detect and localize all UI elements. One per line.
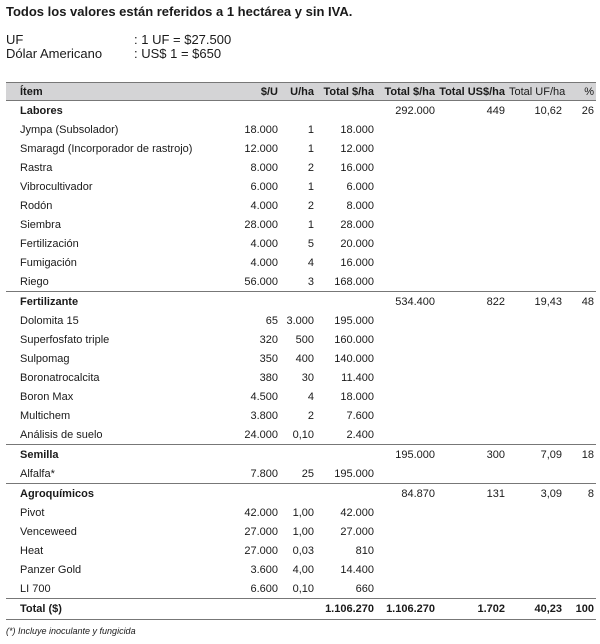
item-units: 2 — [307, 161, 314, 174]
empty-cell — [507, 311, 564, 330]
item-total: 11.400 — [341, 371, 374, 384]
empty-cell — [507, 406, 564, 425]
empty-cell — [376, 139, 437, 158]
empty-cell — [376, 349, 437, 368]
uf-label: UF — [6, 32, 24, 47]
item-name: Sulpomag — [20, 352, 70, 365]
empty-cell — [211, 101, 280, 121]
item-price: 65 — [265, 314, 278, 327]
empty-cell — [507, 253, 564, 272]
category-row — [6, 445, 596, 465]
total-label: Total ($) — [6, 599, 211, 620]
empty-cell — [507, 560, 564, 579]
empty-cell — [507, 215, 564, 234]
item-total: 810 — [355, 544, 374, 557]
empty-cell — [437, 311, 507, 330]
table-row — [6, 522, 596, 541]
empty-cell — [376, 406, 437, 425]
table-row — [6, 368, 596, 387]
item-units: 30 — [301, 371, 314, 384]
table-row — [6, 158, 596, 177]
category-total-uf: 10,62 — [534, 104, 562, 117]
empty-cell — [564, 464, 596, 484]
category-row — [6, 292, 596, 312]
empty-cell — [564, 215, 596, 234]
table-row — [6, 349, 596, 368]
header-total-clp: Total $/ha — [376, 83, 437, 101]
item-units: 0,10 — [292, 428, 314, 441]
table-row — [6, 177, 596, 196]
item-units: 2 — [307, 409, 314, 422]
empty-cell — [211, 484, 280, 504]
table-row — [6, 503, 596, 522]
item-units: 1 — [307, 218, 314, 231]
item-name: Fertilización — [20, 237, 79, 250]
empty-cell — [376, 579, 437, 599]
empty-cell — [376, 272, 437, 292]
header-item: Ítem — [6, 83, 211, 101]
item-units: 1 — [307, 180, 314, 193]
empty-cell — [437, 522, 507, 541]
category-total-usd: 449 — [486, 104, 505, 117]
empty-cell — [507, 234, 564, 253]
item-total: 7.600 — [346, 409, 374, 422]
item-price: 350 — [259, 352, 278, 365]
empty-cell — [437, 272, 507, 292]
table-row — [6, 272, 596, 292]
category-total-clp: 534.400 — [376, 292, 437, 312]
item-name: Alfalfa* — [20, 467, 55, 480]
item-price: 42.000 — [244, 506, 278, 519]
empty-cell — [507, 503, 564, 522]
empty-cell — [437, 234, 507, 253]
category-row — [6, 484, 596, 504]
item-total: 20.000 — [340, 237, 374, 250]
item-units: 400 — [295, 352, 314, 365]
empty-cell — [564, 234, 596, 253]
item-units: 4,00 — [292, 563, 314, 576]
table-row — [6, 120, 596, 139]
category-total-uf: 3,09 — [507, 484, 564, 504]
empty-cell — [437, 177, 507, 196]
empty-cell — [376, 464, 437, 484]
item-name: Multichem — [20, 409, 71, 422]
total-clp: 1.106.270 — [376, 599, 437, 620]
empty-cell — [507, 196, 564, 215]
empty-cell — [564, 522, 596, 541]
empty-cell — [507, 272, 564, 292]
category-name: Semilla — [6, 445, 211, 465]
item-price: 8.000 — [250, 161, 278, 174]
table-row — [6, 387, 596, 406]
empty-cell — [376, 311, 437, 330]
item-total: 6.000 — [346, 180, 374, 193]
item-total: 12.000 — [340, 142, 374, 155]
item-units: 1,00 — [292, 525, 314, 538]
uf-value: : 1 UF = $27.500 — [134, 32, 232, 47]
table-row — [6, 464, 596, 484]
item-price: 18.000 — [244, 123, 278, 136]
empty-cell — [564, 560, 596, 579]
category-total-clp: 292.000 — [395, 104, 435, 117]
empty-cell — [507, 522, 564, 541]
usd-value: : US$ 1 = $650 — [134, 46, 222, 61]
total-usd: 1.702 — [437, 599, 507, 620]
table-row — [6, 406, 596, 425]
usd-label: Dólar Americano — [6, 46, 103, 61]
item-total: 27.000 — [340, 525, 374, 538]
empty-cell — [507, 330, 564, 349]
item-name: Fumigación — [20, 256, 77, 269]
category-total-clp: 195.000 — [376, 445, 437, 465]
item-name: Riego — [20, 275, 49, 288]
item-name: Panzer Gold — [20, 563, 82, 576]
item-name: Siembra — [20, 218, 61, 231]
empty-cell — [437, 330, 507, 349]
item-total: 18.000 — [340, 123, 374, 136]
item-units: 2 — [307, 199, 314, 212]
empty-cell — [507, 349, 564, 368]
empty-cell — [280, 445, 316, 465]
category-total-usd: 131 — [437, 484, 507, 504]
empty-cell — [564, 349, 596, 368]
footnote: (*) Incluye inoculante y fungicida — [6, 626, 136, 636]
empty-cell — [437, 387, 507, 406]
table-header-row — [6, 83, 596, 101]
empty-cell — [316, 292, 376, 312]
item-price: 12.000 — [244, 142, 278, 155]
category-total-usd: 300 — [437, 445, 507, 465]
empty-cell — [564, 387, 596, 406]
item-name: Rastra — [20, 161, 53, 174]
empty-cell — [564, 253, 596, 272]
empty-cell — [316, 445, 376, 465]
empty-cell — [437, 406, 507, 425]
item-name: Smaragd (Incorporador de rastrojo) — [20, 142, 193, 155]
item-total: 195.000 — [334, 467, 374, 480]
empty-cell — [376, 541, 437, 560]
empty-cell — [564, 158, 596, 177]
empty-cell — [437, 425, 507, 445]
empty-cell — [376, 522, 437, 541]
empty-cell — [564, 503, 596, 522]
empty-cell — [376, 120, 437, 139]
item-total: 660 — [355, 582, 374, 595]
item-price: 4.000 — [250, 237, 278, 250]
item-units: 0,10 — [292, 582, 314, 595]
empty-cell — [437, 196, 507, 215]
item-units: 1 — [307, 142, 314, 155]
item-price: 56.000 — [244, 275, 278, 288]
category-total-uf: 7,09 — [507, 445, 564, 465]
empty-cell — [280, 484, 316, 504]
empty-cell — [376, 196, 437, 215]
item-total: 195.000 — [334, 314, 374, 327]
empty-cell — [507, 177, 564, 196]
empty-cell — [507, 579, 564, 599]
table-row — [6, 311, 596, 330]
item-price: 27.000 — [244, 525, 278, 538]
table-row — [6, 425, 596, 445]
item-name: Dolomita 15 — [20, 314, 79, 327]
item-units: 5 — [307, 237, 314, 250]
empty-cell — [280, 292, 316, 312]
item-total: 42.000 — [340, 506, 374, 519]
empty-cell — [437, 503, 507, 522]
empty-cell — [437, 579, 507, 599]
table-row — [6, 253, 596, 272]
empty-cell — [376, 387, 437, 406]
table-row — [6, 139, 596, 158]
table-body — [6, 101, 596, 599]
empty-cell — [564, 368, 596, 387]
empty-cell — [564, 311, 596, 330]
empty-cell — [211, 445, 280, 465]
item-price: 380 — [259, 371, 278, 384]
total-empty-units — [280, 599, 316, 620]
uf-rate-row — [6, 33, 231, 47]
item-price: 6.000 — [250, 180, 278, 193]
category-total-uf: 19,43 — [507, 292, 564, 312]
item-price: 320 — [259, 333, 278, 346]
item-price: 3.800 — [250, 409, 278, 422]
item-price: 7.800 — [250, 467, 278, 480]
empty-cell — [376, 234, 437, 253]
total-empty-price — [211, 599, 280, 620]
item-name: Vibrocultivador — [20, 180, 93, 193]
empty-cell — [507, 387, 564, 406]
empty-cell — [564, 177, 596, 196]
empty-cell — [437, 541, 507, 560]
category-percent: 8 — [564, 484, 596, 504]
empty-cell — [564, 579, 596, 599]
empty-cell — [564, 272, 596, 292]
item-price: 4.000 — [250, 256, 278, 269]
item-price: 6.600 — [250, 582, 278, 595]
header-total-usd: Total US$/ha — [437, 83, 507, 101]
item-name: Análisis de suelo — [20, 428, 103, 441]
item-units: 4 — [307, 256, 314, 269]
usd-rate-row — [6, 47, 231, 61]
item-name: Pivot — [20, 506, 45, 519]
header-price: $/U — [211, 83, 280, 101]
empty-cell — [376, 253, 437, 272]
empty-cell — [437, 158, 507, 177]
item-units: 500 — [295, 333, 314, 346]
header-percent: % — [564, 83, 596, 101]
exchange-info — [6, 33, 231, 61]
header-total-uf: Total UF/ha — [507, 83, 564, 101]
empty-cell — [316, 101, 376, 121]
empty-cell — [564, 196, 596, 215]
total-item-sum: 1.106.270 — [316, 599, 376, 620]
item-name: Heat — [20, 544, 44, 557]
empty-cell — [507, 368, 564, 387]
item-name: Boronatrocalcita — [20, 371, 100, 384]
item-total: 8.000 — [346, 199, 374, 212]
item-total: 168.000 — [334, 275, 374, 288]
item-total: 160.000 — [334, 333, 374, 346]
category-total-clp: 84.870 — [376, 484, 437, 504]
empty-cell — [376, 330, 437, 349]
empty-cell — [437, 215, 507, 234]
category-total-usd: 822 — [437, 292, 507, 312]
empty-cell — [507, 139, 564, 158]
empty-cell — [280, 101, 316, 121]
empty-cell — [564, 139, 596, 158]
category-row — [6, 101, 596, 121]
empty-cell — [437, 253, 507, 272]
empty-cell — [564, 541, 596, 560]
total-percent: 100 — [564, 599, 596, 620]
empty-cell — [507, 464, 564, 484]
empty-cell — [437, 368, 507, 387]
empty-cell — [376, 158, 437, 177]
empty-cell — [564, 330, 596, 349]
table-row — [6, 579, 596, 599]
empty-cell — [507, 120, 564, 139]
category-name: Labores — [20, 104, 63, 117]
empty-cell — [564, 120, 596, 139]
item-units: 1,00 — [292, 506, 314, 519]
item-name: Jympa (Subsolador) — [20, 123, 119, 136]
item-units: 3.000 — [286, 314, 314, 327]
item-name: Rodón — [20, 199, 53, 212]
empty-cell — [437, 560, 507, 579]
empty-cell — [376, 215, 437, 234]
item-price: 27.000 — [244, 544, 278, 557]
table-row — [6, 330, 596, 349]
cost-table — [6, 82, 596, 620]
item-units: 4 — [307, 390, 314, 403]
table-row — [6, 196, 596, 215]
empty-cell — [437, 139, 507, 158]
empty-cell — [376, 425, 437, 445]
total-row — [6, 599, 596, 620]
item-units: 25 — [301, 467, 314, 480]
empty-cell — [376, 368, 437, 387]
empty-cell — [507, 425, 564, 445]
item-price: 4.500 — [250, 390, 278, 403]
item-price: 3.600 — [250, 563, 278, 576]
item-name: LI 700 — [20, 582, 51, 595]
table-row — [6, 560, 596, 579]
total-uf: 40,23 — [507, 599, 564, 620]
page-title: Todos los valores están referidos a 1 hectárea y sin IVA. — [6, 4, 353, 19]
item-price: 28.000 — [244, 218, 278, 231]
empty-cell — [564, 406, 596, 425]
item-total: 16.000 — [340, 256, 374, 269]
item-units: 0,03 — [292, 544, 314, 557]
item-units: 3 — [307, 275, 314, 288]
empty-cell — [211, 292, 280, 312]
empty-cell — [564, 425, 596, 445]
item-total: 140.000 — [334, 352, 374, 365]
header-total-item: Total $/ha — [316, 83, 376, 101]
category-name: Agroquímicos — [6, 484, 211, 504]
item-name: Venceweed — [20, 525, 77, 538]
item-units: 1 — [307, 123, 314, 136]
item-total: 2.400 — [346, 428, 374, 441]
item-name: Superfosfato triple — [20, 333, 110, 346]
empty-cell — [437, 120, 507, 139]
item-total: 18.000 — [340, 390, 374, 403]
item-price: 4.000 — [250, 199, 278, 212]
empty-cell — [376, 177, 437, 196]
empty-cell — [316, 484, 376, 504]
empty-cell — [507, 541, 564, 560]
category-percent: 48 — [564, 292, 596, 312]
item-name: Boron Max — [20, 390, 74, 403]
header-units: U/ha — [280, 83, 316, 101]
table-row — [6, 234, 596, 253]
category-percent: 18 — [564, 445, 596, 465]
table-row — [6, 541, 596, 560]
category-name: Fertilizante — [6, 292, 211, 312]
empty-cell — [376, 503, 437, 522]
empty-cell — [437, 464, 507, 484]
item-total: 14.400 — [340, 563, 374, 576]
item-price: 24.000 — [244, 428, 278, 441]
item-total: 16.000 — [340, 161, 374, 174]
item-total: 28.000 — [340, 218, 374, 231]
category-percent: 26 — [581, 104, 594, 117]
table-row — [6, 215, 596, 234]
empty-cell — [437, 349, 507, 368]
empty-cell — [507, 158, 564, 177]
empty-cell — [376, 560, 437, 579]
